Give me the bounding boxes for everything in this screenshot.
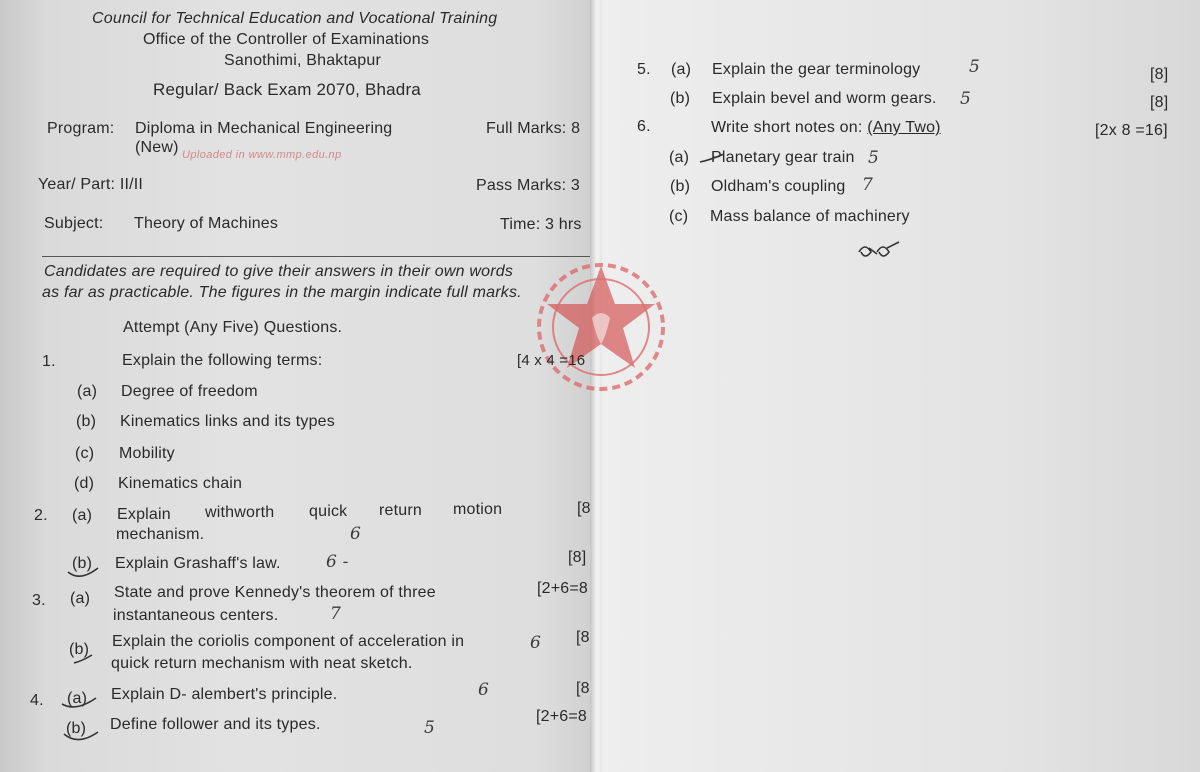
full-marks: Full Marks: 8 xyxy=(486,120,581,137)
q6b-text: Oldham's coupling xyxy=(711,178,846,195)
q5b-marks: [8] xyxy=(1150,94,1169,111)
attempt-instruction: Attempt (Any Five) Questions. xyxy=(123,319,343,336)
pass-marks: Pass Marks: 3 xyxy=(476,177,580,194)
q2b-label: (b) xyxy=(72,555,93,572)
q1-text: Explain the following terms: xyxy=(122,352,323,369)
handwritten-scribble xyxy=(855,238,907,260)
program-value: Diploma in Mechanical Engineering xyxy=(135,120,393,137)
q2a-word-4: return xyxy=(379,502,422,519)
tick-mark-icon xyxy=(66,566,102,580)
instruction-line-2: as far as practicable. The figures in the margin indicate full marks. xyxy=(42,284,522,301)
q4a-marks: [8 xyxy=(576,680,590,697)
q5a-handwritten-mark: 5 xyxy=(969,57,981,77)
q5a-marks: [8] xyxy=(1150,66,1169,83)
q1a-label: (a) xyxy=(77,383,98,400)
q6c-text: Mass balance of machinery xyxy=(710,208,910,225)
header-divider xyxy=(42,256,590,257)
q4b-text: Define follower and its types. xyxy=(110,716,321,733)
q6a-label: (a) xyxy=(669,149,690,166)
q6a-handwritten-mark: 5 xyxy=(868,148,880,168)
q3b-marks: [8 xyxy=(576,629,590,646)
q2a-text-line-2: mechanism. xyxy=(116,526,205,543)
q4b-handwritten-mark: 5 xyxy=(424,718,436,738)
tick-mark-icon xyxy=(698,152,728,166)
q2a-word-1: Explain xyxy=(117,506,171,523)
program-label: Program: xyxy=(47,120,115,137)
council-name: Council for Technical Education and Vocational Training xyxy=(92,10,498,27)
q6-text-prefix: Write short notes on: xyxy=(711,119,868,136)
upload-watermark: Uploaded in www.mmp.edu.np xyxy=(182,149,342,161)
q2b-text: Explain Grashaff's law. xyxy=(115,555,281,572)
q1a-text: Degree of freedom xyxy=(121,383,258,400)
q2a-marks: [8 xyxy=(577,500,591,517)
q3-number: 3. xyxy=(32,592,46,609)
tick-mark-icon xyxy=(72,653,96,667)
q3a-text-line-2: instantaneous centers. xyxy=(113,607,279,624)
q1b-text: Kinematics links and its types xyxy=(120,413,335,430)
q6-number: 6. xyxy=(637,118,651,135)
q1-number: 1. xyxy=(42,353,56,370)
q2b-handwritten-mark: 6 - xyxy=(326,552,349,572)
q3a-text-line-1: State and prove Kennedy's theorem of three xyxy=(114,584,436,601)
q5-number: 5. xyxy=(637,61,651,78)
q3a-label: (a) xyxy=(70,590,91,607)
q4a-label: (a) xyxy=(67,690,88,707)
office-address: Sanothimi, Bhaktapur xyxy=(224,52,381,69)
q4a-handwritten-mark: 6 xyxy=(478,680,490,700)
q5b-handwritten-mark: 5 xyxy=(960,89,972,109)
year-part: Year/ Part: II/II xyxy=(38,176,144,193)
q6c-label: (c) xyxy=(669,208,689,225)
subject-label: Subject: xyxy=(44,215,104,232)
q1c-text: Mobility xyxy=(119,445,175,462)
q6b-label: (b) xyxy=(670,178,691,195)
instruction-line-1: Candidates are required to give their answers in their own words xyxy=(44,263,514,280)
q5a-text: Explain the gear terminology xyxy=(712,61,921,78)
q2a-word-5: motion xyxy=(453,501,503,518)
q2a-word-2: withworth xyxy=(205,504,275,521)
tick-mark-icon xyxy=(62,730,102,744)
q3b-handwritten-mark: 6 xyxy=(530,633,542,653)
q6a-text: Planetary gear train xyxy=(711,149,855,166)
q2-number: 2. xyxy=(34,507,48,524)
subject-value: Theory of Machines xyxy=(134,215,279,232)
q6b-handwritten-mark: 7 xyxy=(862,175,874,195)
q5b-label: (b) xyxy=(670,90,691,107)
q1-marks: [4 x 4 =16 xyxy=(517,352,586,369)
q1c-label: (c) xyxy=(75,445,95,462)
q1d-label: (d) xyxy=(74,475,95,492)
q4b-marks: [2+6=8 xyxy=(536,708,588,725)
exam-title: Regular/ Back Exam 2070, Bhadra xyxy=(153,80,421,99)
q2a-label: (a) xyxy=(72,507,93,524)
q4a-text: Explain D- alembert's principle. xyxy=(111,686,338,703)
q2b-marks: [8] xyxy=(568,549,587,566)
q3a-handwritten-mark: 7 xyxy=(330,604,342,624)
q3b-label: (b) xyxy=(69,641,90,658)
q1d-text: Kinematics chain xyxy=(118,475,243,492)
q2a-handwritten-mark: 6 xyxy=(350,524,362,544)
institution-seal xyxy=(512,238,690,416)
q5a-label: (a) xyxy=(671,61,692,78)
q1b-label: (b) xyxy=(76,413,97,430)
q6-text-any-two: (Any Two) xyxy=(867,119,941,136)
q5b-text: Explain bevel and worm gears. xyxy=(712,90,937,107)
q3a-marks: [2+6=8 xyxy=(537,580,589,597)
q4-number: 4. xyxy=(30,692,44,709)
q6-text xyxy=(711,119,941,137)
exam-time: Time: 3 hrs xyxy=(500,216,582,233)
program-new: (New) xyxy=(135,139,179,156)
q3b-text-line-2: quick return mechanism with neat sketch. xyxy=(111,655,413,672)
q2a-word-3: quick xyxy=(309,503,348,520)
tick-mark-icon xyxy=(60,696,100,710)
q6-marks: [2x 8 =16] xyxy=(1095,122,1168,139)
q3b-text-line-1: Explain the coriolis component of acceleration in xyxy=(112,633,465,650)
office-name: Office of the Controller of Examinations xyxy=(143,31,430,48)
q4b-label: (b) xyxy=(66,720,87,737)
